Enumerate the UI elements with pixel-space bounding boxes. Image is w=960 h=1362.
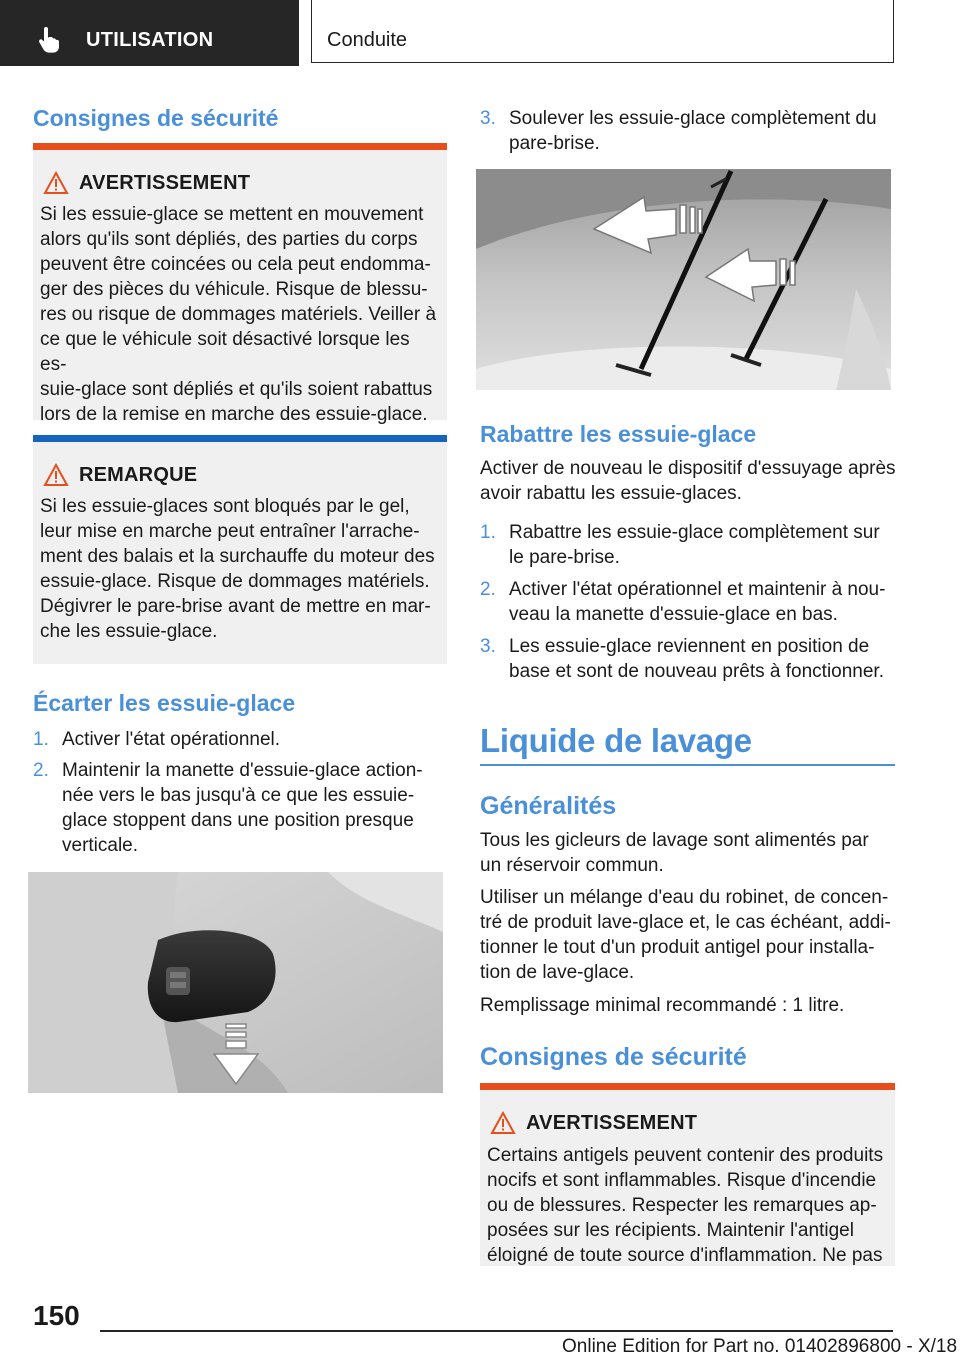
liquide-heading: Liquide de lavage <box>480 722 752 759</box>
windshield-wipers-photo <box>476 169 891 390</box>
warning-bar <box>33 143 447 150</box>
warning-box-left <box>33 143 447 425</box>
edition-info: Online Edition for Part no. 01402896800 - X/18 <box>562 1336 958 1357</box>
rabattre-heading: Rabattre les essuie-glace <box>480 421 757 447</box>
generalites-heading: Généralités <box>480 792 617 820</box>
warning-box-right <box>480 1083 895 1266</box>
hand-pointer-icon <box>38 27 62 53</box>
section-tab[interactable] <box>0 0 299 66</box>
section-label: UTILISATION <box>86 29 214 51</box>
list-item: 3. Les essuie-glace reviennent en position de base et sont de nouveau prêts à fonctionner. <box>480 636 884 682</box>
ecarter-heading: Écarter les essuie-glace <box>33 690 296 716</box>
list-item: 1. Rabattre les essuie-glace complètement sur le pare-brise. <box>480 522 880 568</box>
list-item: 2. Activer l'état opérationnel et maintenir à nou- veau la manette d'essuie-glace en bas. <box>480 579 886 625</box>
note-title: REMARQUE <box>79 464 198 486</box>
list-item: 1. Activer l'état opérationnel. <box>33 729 281 750</box>
wiper-stalk-photo <box>28 872 443 1093</box>
safety-heading-right: Consignes de sécurité <box>480 1043 747 1071</box>
generalites-p1: Tous les gicleurs de lavage sont alimentés par un réservoir commun. <box>480 830 869 876</box>
page-number: 150 <box>33 1300 80 1331</box>
liquide-rule <box>480 764 895 766</box>
chapter-tab[interactable] <box>311 0 894 63</box>
warning-triangle-icon <box>490 1111 516 1135</box>
generalites-p3: Remplissage minimal recommandé : 1 litre. <box>480 995 845 1016</box>
warning-bar <box>480 1083 895 1090</box>
note-text: Si les essuie-glaces sont bloqués par le gel, leur mise en marche peut entraîner l'arrache- ment des balais et la surchauffe du moteur des essuie-glace. Risque de dommages matériels. Dégivrer le pare-brise avant de mettre en mar- che les essuie-glace. <box>40 496 435 642</box>
chapter-label: Conduite <box>327 29 408 51</box>
footer-rule <box>100 1330 893 1332</box>
warning-text: Si les essuie-glace se mettent en mouvement alors qu'ils sont dépliés, des parties du corps peuvent être coincées ou cela peut endomma- ger des pièces du véhicule. Risque de blessu- res ou risque de dommages matériels. Veiller à ce que le véhicule soit désactivé lorsque les es- suie-glace sont dépliés et qu'ils soient rabattus lors de la remise en marche des essuie-glace. <box>40 204 437 425</box>
rabattre-steps <box>480 520 900 684</box>
page-header <box>0 0 960 66</box>
generalites-p2: Utiliser un mélange d'eau du robinet, de concen- tré de produit lave-glace et, le cas échéant, addi- tionner le tout d'un produit antigel pour installa- tion de lave-glace. <box>480 887 891 983</box>
rabattre-intro: Activer de nouveau le dispositif d'essuyage après avoir rabattu les essuie-glaces. <box>480 458 896 504</box>
step-3 <box>480 106 895 156</box>
warning-title: AVERTISSEMENT <box>79 172 251 194</box>
note-box <box>33 435 447 664</box>
warning-triangle-icon <box>43 463 69 487</box>
list-item: 3. Soulever les essuie-glace complètement du pare-brise. <box>480 108 877 154</box>
warning-text: Certains antigels peuvent contenir des produits nocifs et sont inflammables. Risque d'incendie ou de blessures. Respecter les remarques ap- posées sur les récipients. Maintenir l'antigel éloigné de toute source d'inflammation. Ne pas <box>487 1145 884 1266</box>
note-bar <box>33 435 447 442</box>
warning-triangle-icon <box>43 171 69 195</box>
ecarter-steps <box>33 727 443 858</box>
warning-title: AVERTISSEMENT <box>526 1112 698 1134</box>
list-item: 2. Maintenir la manette d'essuie-glace action- née vers le bas jusqu'à ce que les essuie- glace stoppent dans une position presque verticale. <box>33 760 423 856</box>
safety-heading-left: Consignes de sécurité <box>33 105 279 131</box>
